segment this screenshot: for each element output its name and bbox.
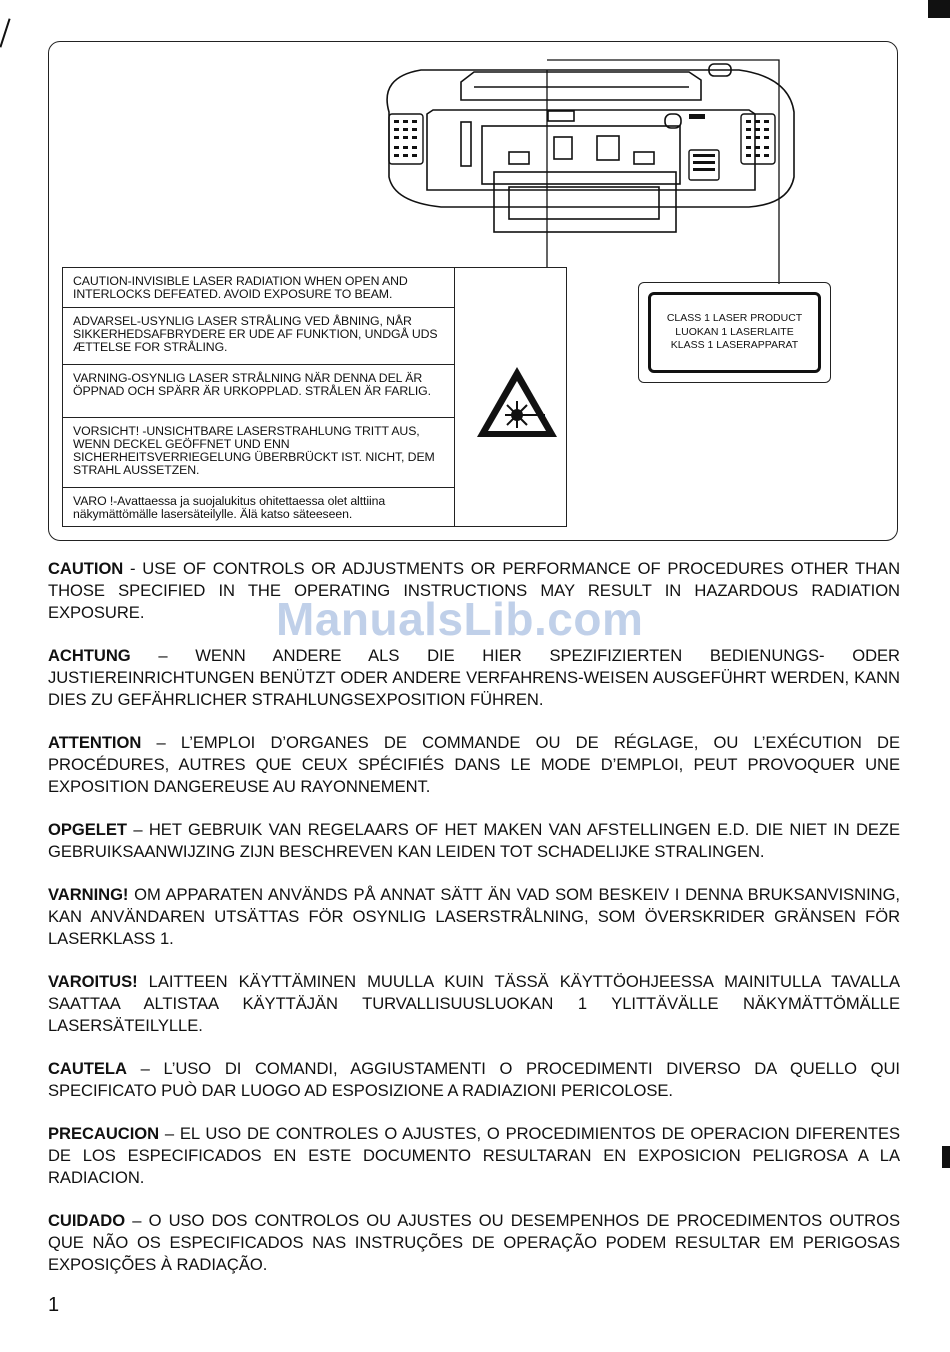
note-text: – L’EMPLOI D’ORGANES DE COMMANDE OU DE RÉGLAGE, OU L’EXÉCUTION DE PROCÉDURES, AUTRES QUE CEUX SPÉCIFIÉS DANS LE MODE D’EMPLOI, PEUT PROVOQUER UNE EXPOSITION DANGEREUSE AU RAYONNEMENT. <box>48 733 900 796</box>
note-term: OPGELET <box>48 820 127 839</box>
note-finnish <box>48 971 900 1037</box>
note-term: VAROITUS! <box>48 972 138 991</box>
edge-mark <box>942 1146 950 1168</box>
warning-text-column <box>63 268 455 526</box>
class-label-inner <box>648 292 821 373</box>
note-term: CAUTION <box>48 559 124 578</box>
note-term: PRECAUCION <box>48 1124 160 1143</box>
warning-finnish: VARO !-Avattaessa ja suojalukitus ohitettaessa olet alttiina näkymättömälle lasersäteilylle. Älä katso säteeseen. <box>73 494 386 521</box>
class-1-laser-label <box>638 282 831 383</box>
note-term: CAUTELA <box>48 1059 127 1078</box>
note-italian <box>48 1058 900 1102</box>
note-french <box>48 732 900 798</box>
note-term: CUIDADO <box>48 1211 126 1230</box>
note-term: ATTENTION <box>48 733 142 752</box>
laser-warning-label <box>62 267 567 527</box>
note-text: - USE OF CONTROLS OR ADJUSTMENTS OR PERFORMANCE OF PROCEDURES OTHER THAN THOSE SPECIFIED IN THE OPERATING INSTRUCTIONS MAY RESULT IN HAZARDOUS RADIATION EXPOSURE. <box>48 559 900 622</box>
warning-english: CAUTION-INVISIBLE LASER RADIATION WHEN OPEN AND INTERLOCKS DEFEATED. AVOID EXPOSURE TO BEAM. <box>63 268 454 308</box>
warning-danish: ADVARSEL-USYNLIG LASER STRÅLING VED ÅBNING, NÅR SIKKERHEDSAFBRYDERE ER UDE AF FUNKTION, UNDGÅ UDS ÆTTELSE FOR STRÅLING. <box>63 308 454 365</box>
warning-german: VORSICHT! -UNSICHTBARE LASERSTRAHLUNG TRITT AUS, WENN DECKEL GEÖFFNET UND ENN SICHERHEITSVERRIEGELUNG ÜBERBRÜCKT IST. NICHT, DEM STRAHL AUSSETZEN. <box>63 418 454 488</box>
laser-hazard-icon <box>473 363 561 441</box>
note-text: – WENN ANDERE ALS DIE HIER SPEZIFIZIERTEN BEDIENUNGS- ODER JUSTIEREINRICHTUNGEN BENÜTZT ODER ANDERE VERFAHRENS-WEISEN AUSGEFÜHRT WERDEN, KANN DIES ZU GEFÄHRLICHER STRAHLUNGSEXPOSITION FÜHREN. <box>48 646 900 709</box>
note-text: – L’USO DI COMANDI, AGGIUSTAMENTI O PROCEDIMENTI DIVERSO DA QUELLO QUI SPECIFICATO PUÒ DAR LUOGO AD ESPOSIZIONE A RADIAZIONI PERICOLOSE. <box>48 1059 900 1100</box>
note-term: VARNING! <box>48 885 129 904</box>
note-text: OM APPARATEN ANVÄNDS PÅ ANNAT SÄTT ÄN VAD SOM BESKEIV I DENNA BRUKSANVISNING, KAN ANVÄNDAREN UTSÄTTAS FÖR OSYNLIG LASERSTRÅLNING, SOM ÖVERSKRIDER GRÄNSEN FÖR LASERKLASS 1. <box>48 885 900 948</box>
note-portuguese <box>48 1210 900 1276</box>
class-label-line-swedish: KLASS 1 LASERAPPARAT <box>670 339 799 352</box>
note-dutch <box>48 819 900 863</box>
safety-notes <box>48 558 900 1297</box>
note-german <box>48 645 900 711</box>
note-text: – HET GEBRUIK VAN REGELAARS OF HET MAKEN VAN AFSTELLINGEN E.D. DIE NIET IN DEZE GEBRUIKSAANWIJZING ZIJN BESCHREVEN KAN LEIDEN TOT SCHADELIJKE STRALINGEN. <box>48 820 900 861</box>
note-swedish <box>48 884 900 950</box>
note-term: ACHTUNG <box>48 646 131 665</box>
watermark: ManualsLib.com <box>276 593 644 645</box>
warning-swedish: VARNING-OSYNLIG LASER STRÅLNING NÄR DENNA DEL ÄR ÖPPNAD OCH SPÄRR ÄR URKOPPLAD. STRÅLEN ÄR FARLIG. <box>63 365 454 418</box>
corner-mark <box>928 0 950 18</box>
note-spanish <box>48 1123 900 1189</box>
class-label-line-finnish: LUOKAN 1 LASERLAITE <box>675 325 794 338</box>
note-text: – EL USO DE CONTROLES O AJUSTES, O PROCEDIMIENTOS DE OPERACION DIFERENTES DE LOS ESPECIFICADOS EN ESTE DOCUMENTO RESULTARAN EN EXPOSICION PELIGROSA A LA RADIACION. <box>48 1124 900 1187</box>
note-text: – O USO DOS CONTROLOS OU AJUSTES OU DESEMPENHOS DE PROCEDIMENTOS OUTROS QUE NÃO OS ESPECIFICADOS NAS INSTRUÇÕES DE OPERAÇÃO PODEM RESULTAR EM PERIGOSAS EXPOSIÇÕES À RADIAÇÃO. <box>48 1211 900 1274</box>
scan-mark <box>0 18 11 47</box>
note-text: LAITTEEN KÄYTTÄMINEN MUULLA KUIN TÄSSÄ KÄYTTÖOHJEESSA MAINITULLA TAVALLA SAATTAA ALTISTAA KÄYTTÄJÄN TURVALLISUUSLUOKAN 1 YLITTÄVÄLLE NÄKYMÄTTÖMÄLLE LASERSÄTEILYLLE. <box>48 972 900 1035</box>
class-label-line-english: CLASS 1 LASER PRODUCT <box>666 312 803 325</box>
page-number: 1 <box>48 1294 60 1316</box>
